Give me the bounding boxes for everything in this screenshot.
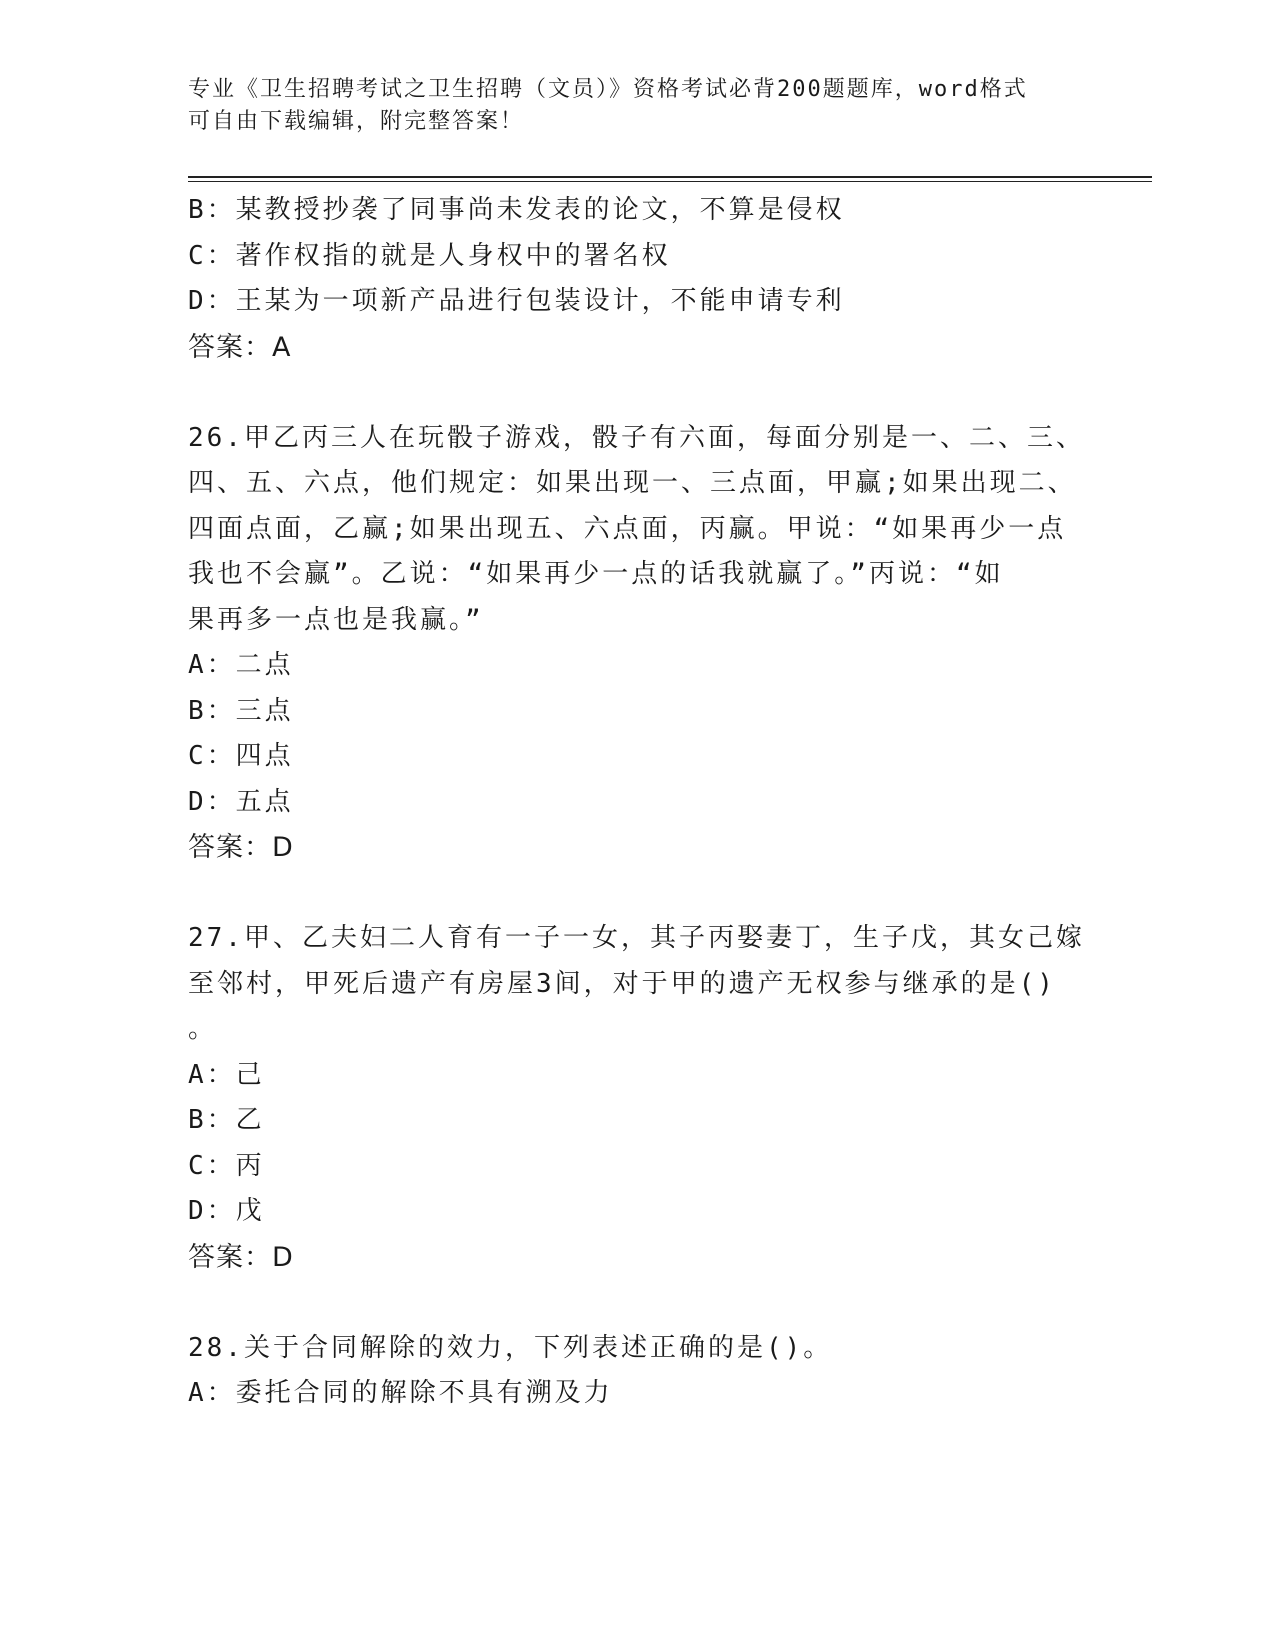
option-c: C：四点 <box>188 741 294 771</box>
option-a: A：二点 <box>188 650 294 680</box>
question-stem-line: 四面点面，乙赢;如果出现五、六点面，丙赢。甲说：“如果再少一点 <box>188 513 1067 544</box>
option-b: B：某教授抄袭了同事尚未发表的论文，不算是侵权 <box>188 195 845 225</box>
question-25-continued <box>188 188 1088 370</box>
answer-line: 答案：D <box>188 832 294 863</box>
header-line-2: 可自由下载编辑，附完整答案！ <box>188 109 525 134</box>
question-list <box>188 188 1088 1417</box>
question-stem-line: 至邻村，甲死后遗产有房屋3间，对于甲的遗产无权参与继承的是() <box>188 968 1056 999</box>
question-28 <box>188 1326 1088 1417</box>
header-divider-thin <box>188 181 1152 182</box>
option-c: C：丙 <box>188 1150 265 1181</box>
option-d: D：王某为一项新产品进行包装设计，不能申请专利 <box>188 286 845 316</box>
question-stem-line: 26.甲乙丙三人在玩骰子游戏，骰子有六面，每面分别是一、二、三、 <box>188 422 1085 453</box>
question-stem-line: 27.甲、乙夫妇二人育有一子一女，其子丙娶妻丁，生子戊，其女己嫁 <box>188 923 1085 953</box>
spacer <box>188 1280 1088 1326</box>
spacer <box>188 370 1088 416</box>
document-header <box>188 74 1088 138</box>
spacer <box>188 871 1088 917</box>
option-c: C：著作权指的就是人身权中的署名权 <box>188 240 671 271</box>
question-stem-line: 。 <box>188 1014 218 1044</box>
answer-line: 答案：A <box>188 331 292 363</box>
option-b: B：乙 <box>188 1105 265 1135</box>
option-a: A：委托合同的解除不具有溯及力 <box>188 1378 613 1408</box>
question-stem-line: 28.关于合同解除的效力，下列表述正确的是()。 <box>188 1332 833 1363</box>
option-a: A：己 <box>188 1059 265 1090</box>
question-stem-line: 四、五、六点，他们规定：如果出现一、三点面，甲赢;如果出现二、 <box>188 468 1077 498</box>
question-26 <box>188 416 1088 871</box>
question-stem-line: 我也不会赢”。乙说：“如果再少一点的话我就赢了。”丙说：“如 <box>188 559 1004 589</box>
header-line-1: 专业《卫生招聘考试之卫生招聘（文员）》资格考试必背200题题库，word格式 <box>188 77 1028 102</box>
header-divider-thick <box>188 176 1152 178</box>
option-d: D：五点 <box>188 786 294 817</box>
option-d: D：戊 <box>188 1196 265 1226</box>
question-stem-line: 果再多一点也是我赢。” <box>188 604 484 635</box>
option-b: B：三点 <box>188 695 294 726</box>
question-27 <box>188 916 1088 1280</box>
answer-line: 答案：D <box>188 1241 294 1273</box>
